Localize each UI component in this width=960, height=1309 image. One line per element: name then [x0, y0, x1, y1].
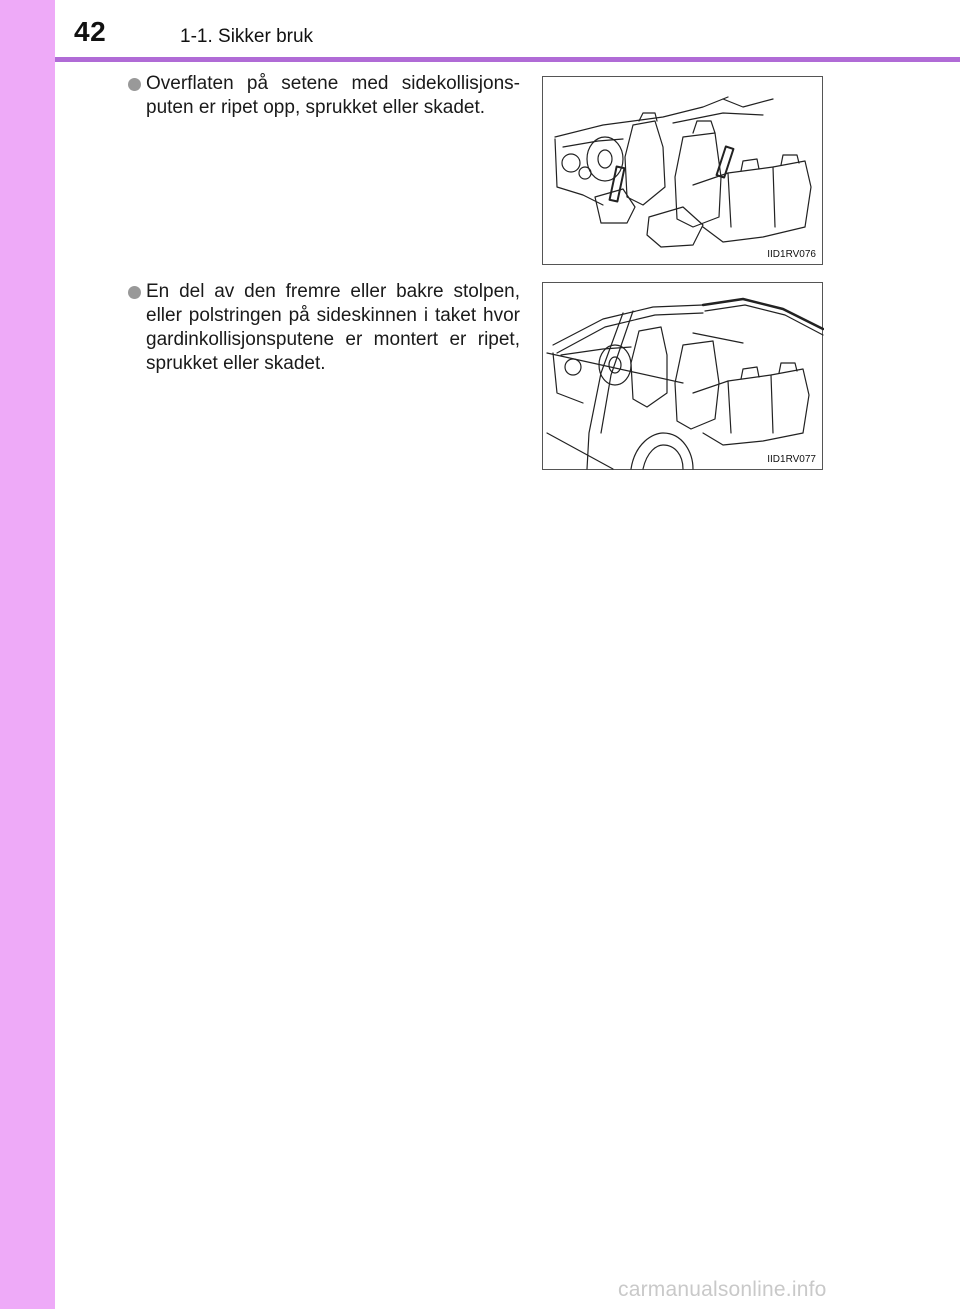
- list-item: [128, 280, 520, 376]
- bullet-icon: [128, 286, 141, 299]
- list-item-text: Overflaten på setene med sidekollisjons-puten er ripet opp, sprukket eller skadet.: [146, 73, 520, 118]
- figure-code: IID1RV077: [767, 454, 816, 465]
- car-interior-side-airbag-illustration-icon: [543, 77, 824, 266]
- page-side-tab: [0, 0, 55, 1309]
- header-rule: [55, 57, 960, 62]
- bullet-icon: [128, 78, 141, 91]
- page-number: 42: [74, 16, 107, 47]
- car-interior-curtain-airbag-illustration-icon: [543, 283, 824, 471]
- figure-curtain-airbag: [542, 282, 823, 470]
- figure-code: IID1RV076: [767, 249, 816, 260]
- watermark: carmanualsonline.info: [618, 1278, 827, 1301]
- list-item: [128, 72, 520, 120]
- figure-side-airbag: [542, 76, 823, 265]
- section-title: 1-1. Sikker bruk: [180, 26, 314, 47]
- list-item-text: En del av den fremre eller bakre stolpen, eller polstringen på sideskinnen i taket hvor gardinkollisjonsputene er montert er ripet, sprukket eller skadet.: [146, 281, 520, 374]
